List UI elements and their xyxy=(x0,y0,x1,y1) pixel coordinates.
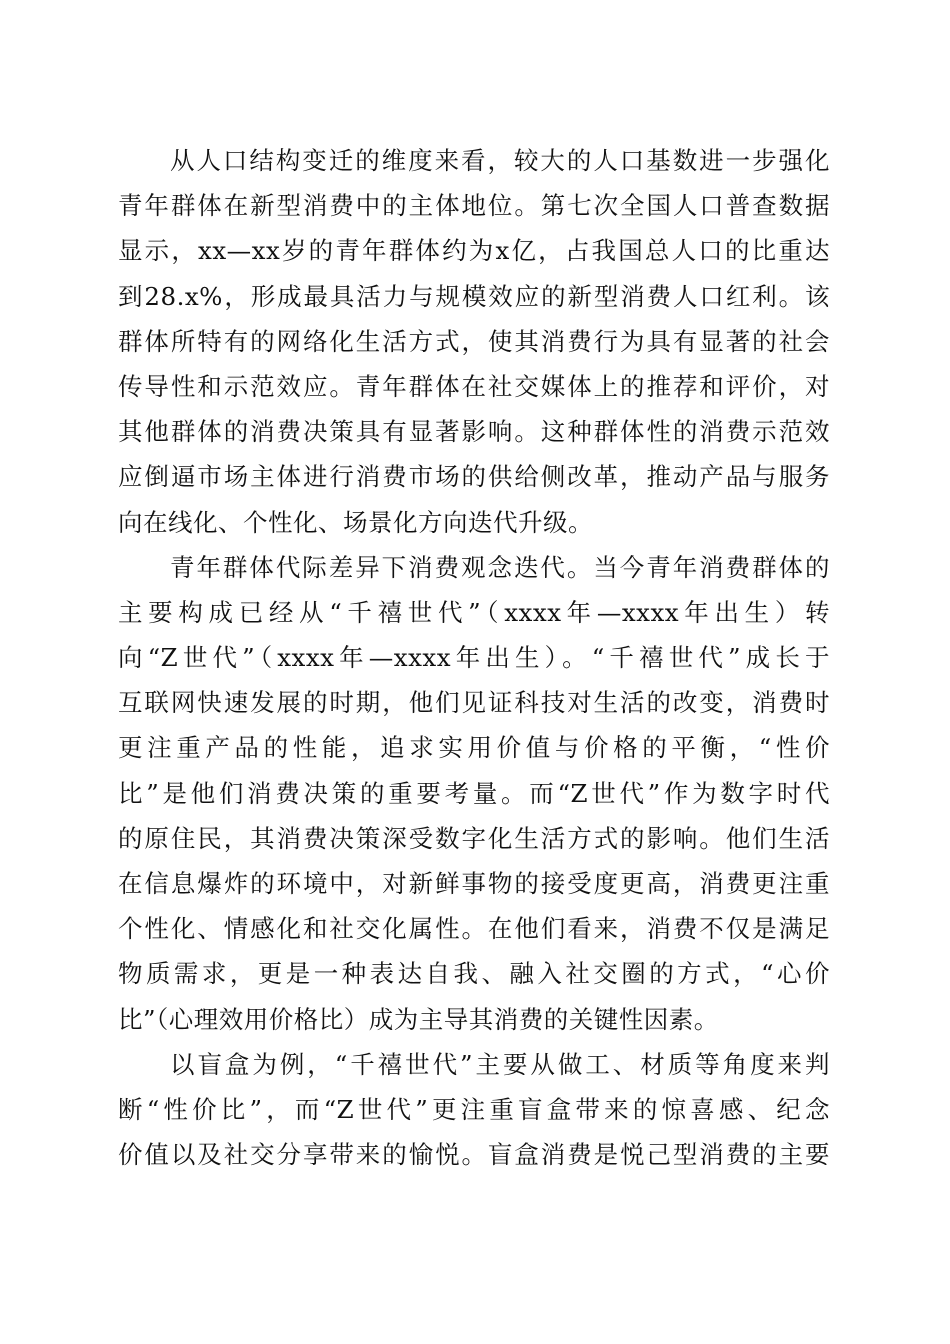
paragraph-3-line-1: 以盲盒为例，“千禧世代”主要从做工、材质等角度来判 xyxy=(170,1049,830,1079)
paragraph-2-line-7: 的原住民，其消费决策深受数字化生活方式的影响。他们生活 xyxy=(118,823,830,853)
paragraph-1-line-4: 到28.x%，形成最具活力与规模效应的新型消费人口红利。该 xyxy=(118,281,830,311)
paragraph-1-line-5: 群体所特有的网络化生活方式，使其消费行为具有显著的社会 xyxy=(118,326,830,356)
paragraph-3-line-2: 断“性价比”，而“Z世代”更注重盲盒带来的惊喜感、纪念 xyxy=(118,1094,830,1124)
paragraph-1-line-9: 向在线化、个性化、场景化方向迭代升级。 xyxy=(118,507,593,537)
paragraph-2-line-3: 向“Z世代”（xxxx年—xxxx年出生）。“千禧世代”成长于 xyxy=(118,643,830,673)
document-body xyxy=(118,138,830,1177)
paragraph-1-line-1: 从人口结构变迁的维度来看，较大的人口基数进一步强化 xyxy=(170,146,830,175)
paragraph-3-line-3: 价值以及社交分享带来的愉悦。盲盒消费是悦己型消费的主要 xyxy=(118,1140,830,1170)
paragraph-2-line-1: 青年群体代际差异下消费观念迭代。当今青年消费群体的 xyxy=(170,552,830,582)
paragraph-2-line-5: 更注重产品的性能，追求实用价值与价格的平衡，“性价 xyxy=(118,733,830,763)
paragraph-1-line-6: 传导性和示范效应。青年群体在社交媒体上的推荐和评价，对 xyxy=(118,371,830,401)
paragraph-2-line-9: 个性化、情感化和社交化属性。在他们看来，消费不仅是满足 xyxy=(118,914,830,944)
paragraph-1-line-3: 显示，xx—xx岁的青年群体约为x亿，占我国总人口的比重达 xyxy=(118,236,830,266)
paragraph-1-line-7: 其他群体的消费决策具有显著影响。这种群体性的消费示范效 xyxy=(118,417,830,447)
paragraph-2-line-4: 互联网快速发展的时期，他们见证科技对生活的改变，消费时 xyxy=(118,688,830,718)
paragraph-2-line-6: 比”是他们消费决策的重要考量。而“Z世代”作为数字时代 xyxy=(118,778,830,808)
paragraph-1-line-8: 应倒逼市场主体进行消费市场的供给侧改革，推动产品与服务 xyxy=(118,462,830,492)
paragraph-2-line-10: 物质需求，更是一种表达自我、融入社交圈的方式，“心价 xyxy=(118,959,830,989)
paragraph-2-line-8: 在信息爆炸的环境中，对新鲜事物的接受度更高，消费更注重 xyxy=(118,869,830,898)
paragraph-2-line-2: 主要构成已经从“千禧世代”（xxxx年—xxxx年出生）转 xyxy=(118,597,830,627)
paragraph-1-line-2: 青年群体在新型消费中的主体地位。第七次全国人口普查数据 xyxy=(118,191,830,221)
paragraph-2-line-11: 比”（心理效用价格比）成为主导其消费的关键性因素。 xyxy=(118,1004,719,1034)
